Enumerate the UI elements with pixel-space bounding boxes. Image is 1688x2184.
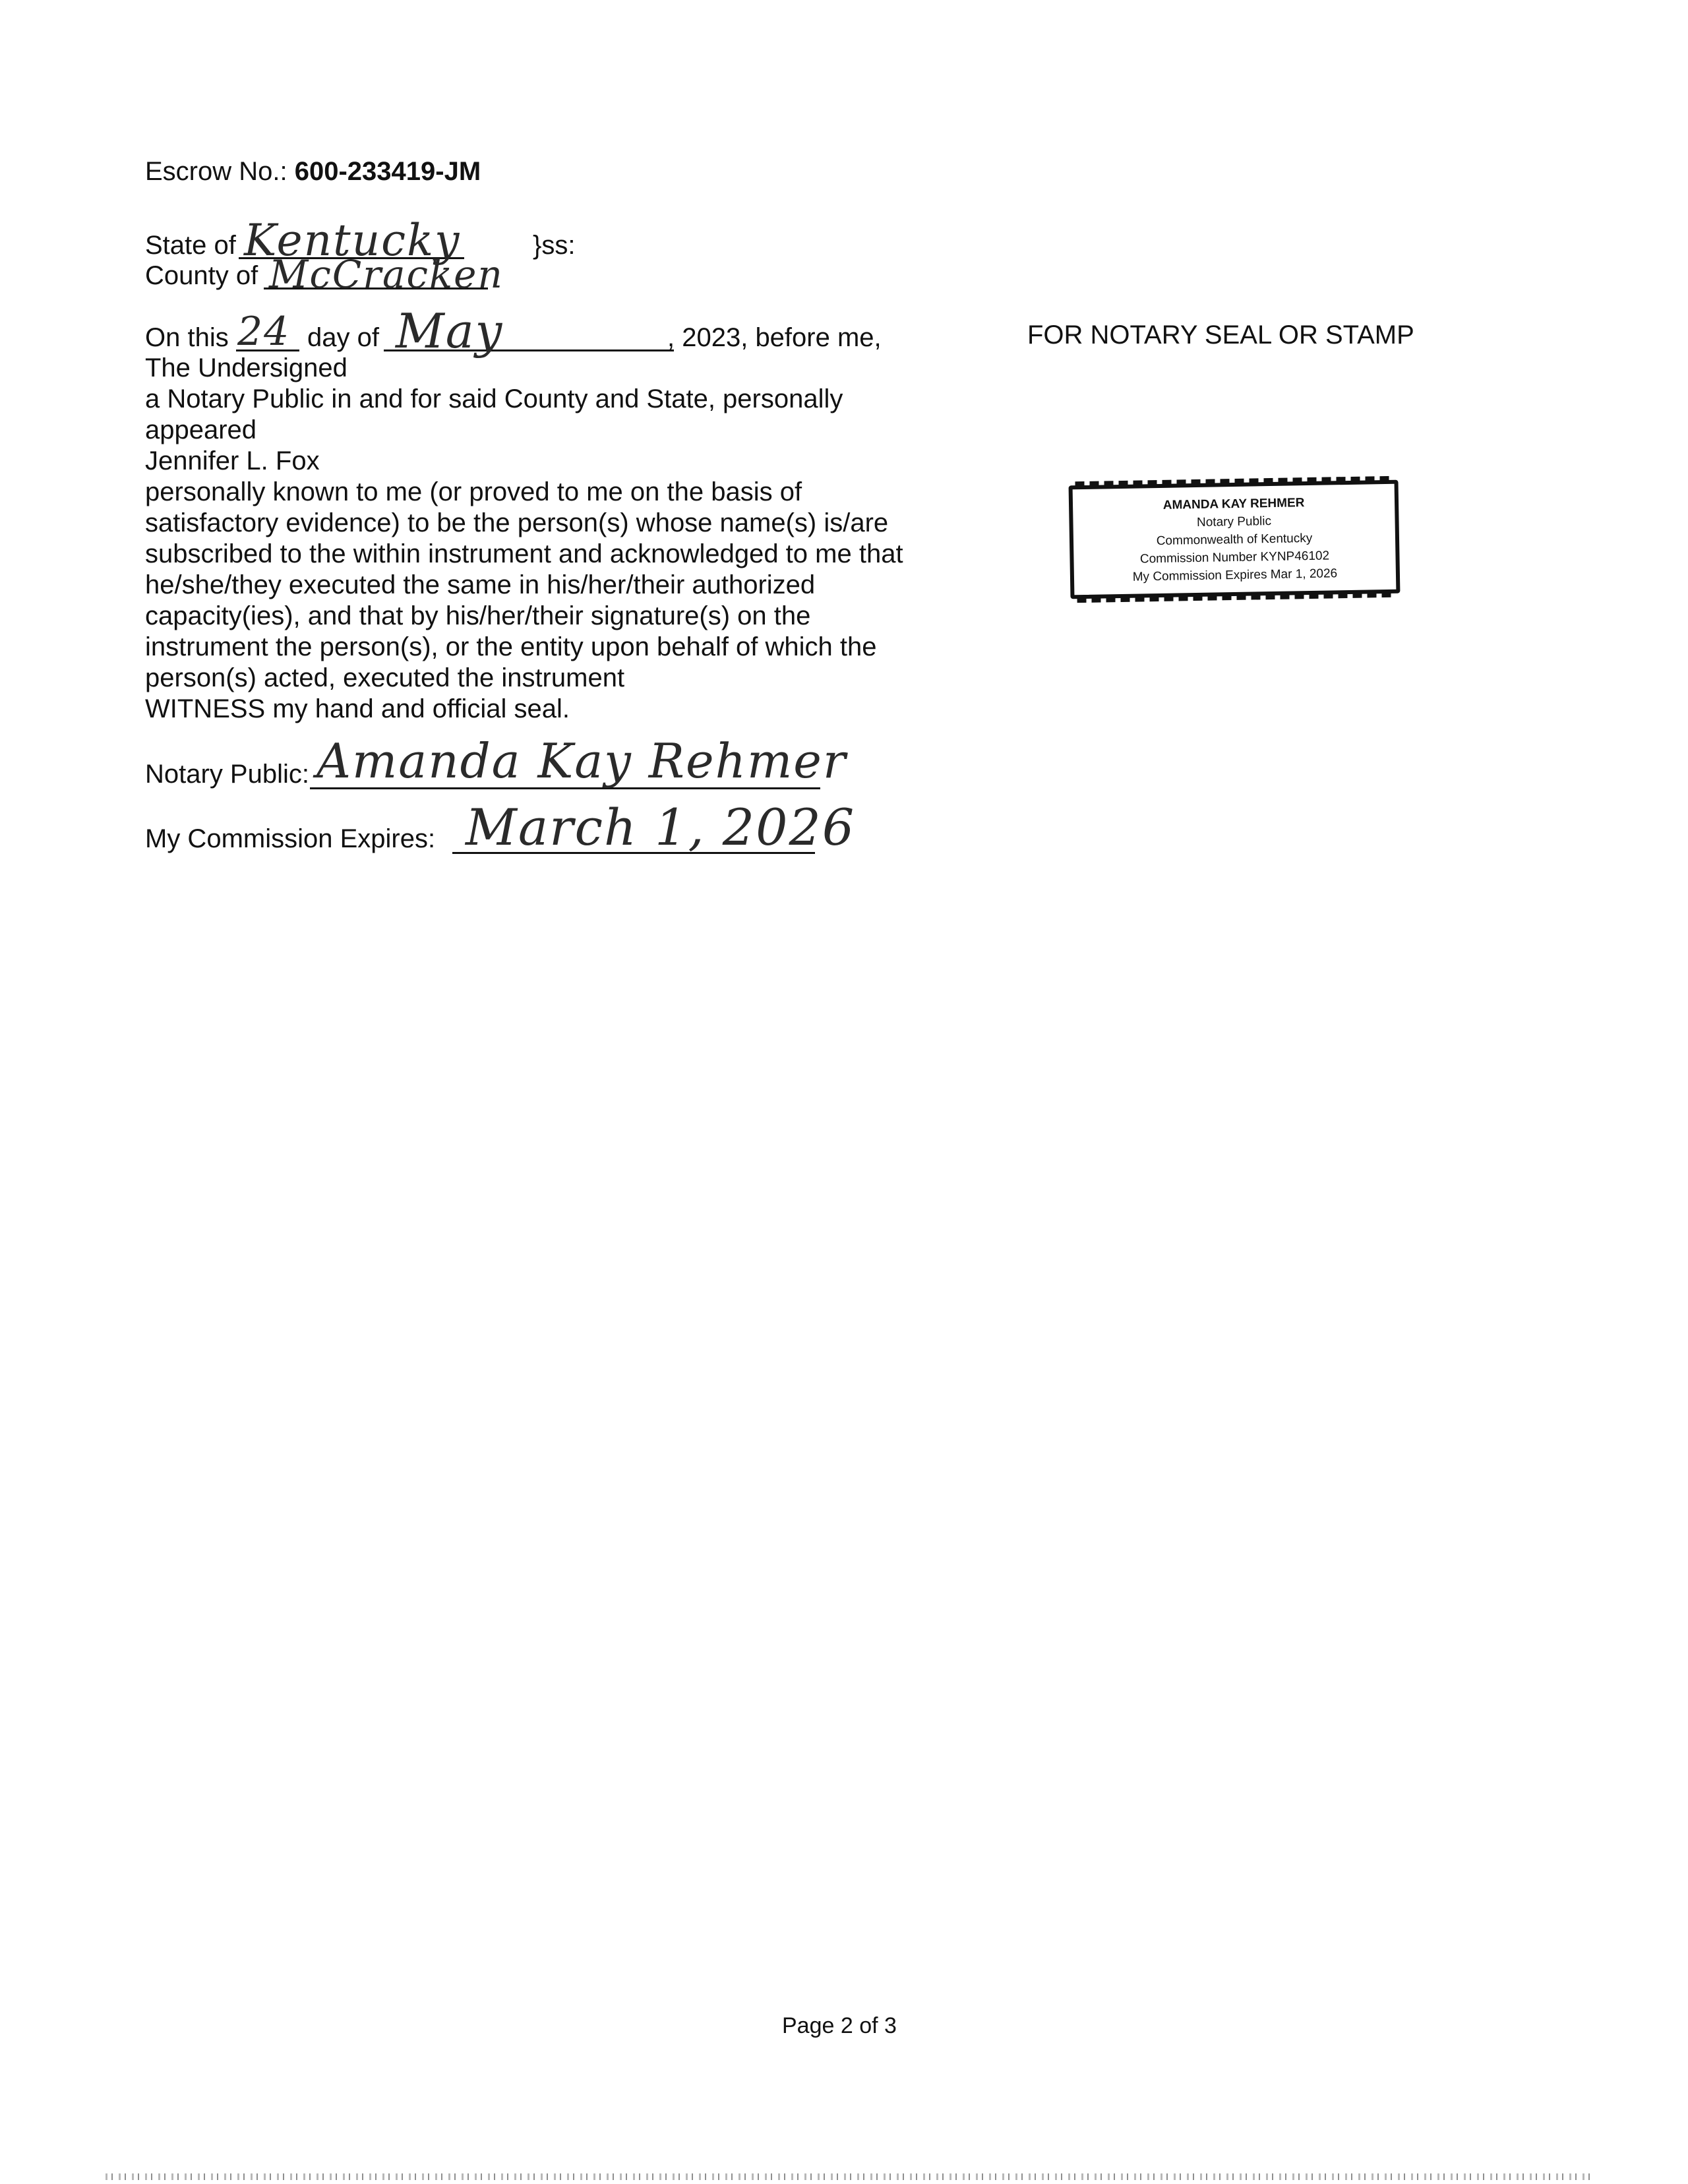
escrow-line — [145, 156, 481, 187]
page-number: Page 2 of 3 — [782, 2013, 897, 2038]
commission-expires-label: My Commission Expires: — [145, 824, 436, 853]
commission-expires-handwritten: March 1, 2026 — [466, 798, 856, 857]
stamp-line-commission-number: Commission Number KYNP46102 — [1139, 548, 1330, 566]
ss-label: }ss: — [533, 231, 576, 260]
ack-line-8: subscribed to the within instrument and acknowledged to me that — [145, 539, 903, 568]
escrow-label: Escrow No.: — [145, 157, 287, 186]
stamp-line-title: Notary Public — [1196, 514, 1272, 530]
county-handwritten: McCracken — [269, 252, 504, 297]
year-text: , 2023, before me, — [667, 323, 882, 352]
ack-line-7: satisfactory evidence) to be the person(s) whose name(s) is/are — [145, 508, 889, 537]
notary-seal-heading: FOR NOTARY SEAL OR STAMP — [1027, 320, 1414, 349]
ack-line-12: person(s) acted, executed the instrument — [145, 663, 625, 692]
on-this-label: On this — [145, 323, 229, 352]
escrow-number: 600-233419-JM — [294, 157, 481, 186]
notary-stamp — [1069, 480, 1401, 599]
ack-line-6: personally known to me (or proved to me on the basis of — [145, 477, 802, 506]
stamp-line-name: AMANDA KAY REHMER — [1162, 495, 1305, 512]
ack-line-4: appeared — [145, 415, 257, 444]
ack-line-10: capacity(ies), and that by his/her/their signature(s) on the — [145, 601, 811, 630]
notary-signature: Amanda Kay Rehmer — [316, 733, 847, 789]
day-of-label: day of — [307, 323, 379, 352]
state-handwritten: Kentucky — [244, 215, 461, 266]
ack-line-9: he/she/they executed the same in his/her/their authorized — [145, 570, 816, 599]
county-label: County of — [145, 261, 258, 290]
ack-line-2: The Undersigned — [145, 353, 347, 382]
day-handwritten: 24 — [237, 309, 291, 355]
month-handwritten: May — [396, 303, 504, 359]
ack-line-13: WITNESS my hand and official seal. — [145, 694, 570, 723]
ack-line-11: instrument the person(s), or the entity upon behalf of which the — [145, 632, 877, 661]
state-label: State of — [145, 231, 236, 260]
stamp-line-expires: My Commission Expires Mar 1, 2026 — [1132, 566, 1338, 584]
stamp-line-commonwealth: Commonwealth of Kentucky — [1156, 531, 1313, 548]
scan-artifact-strip — [106, 2173, 1596, 2180]
ack-line-3: a Notary Public in and for said County and State, personally — [145, 384, 843, 413]
ack-line-5: Jennifer L. Fox — [145, 446, 320, 475]
notary-public-label: Notary Public: — [145, 760, 309, 789]
